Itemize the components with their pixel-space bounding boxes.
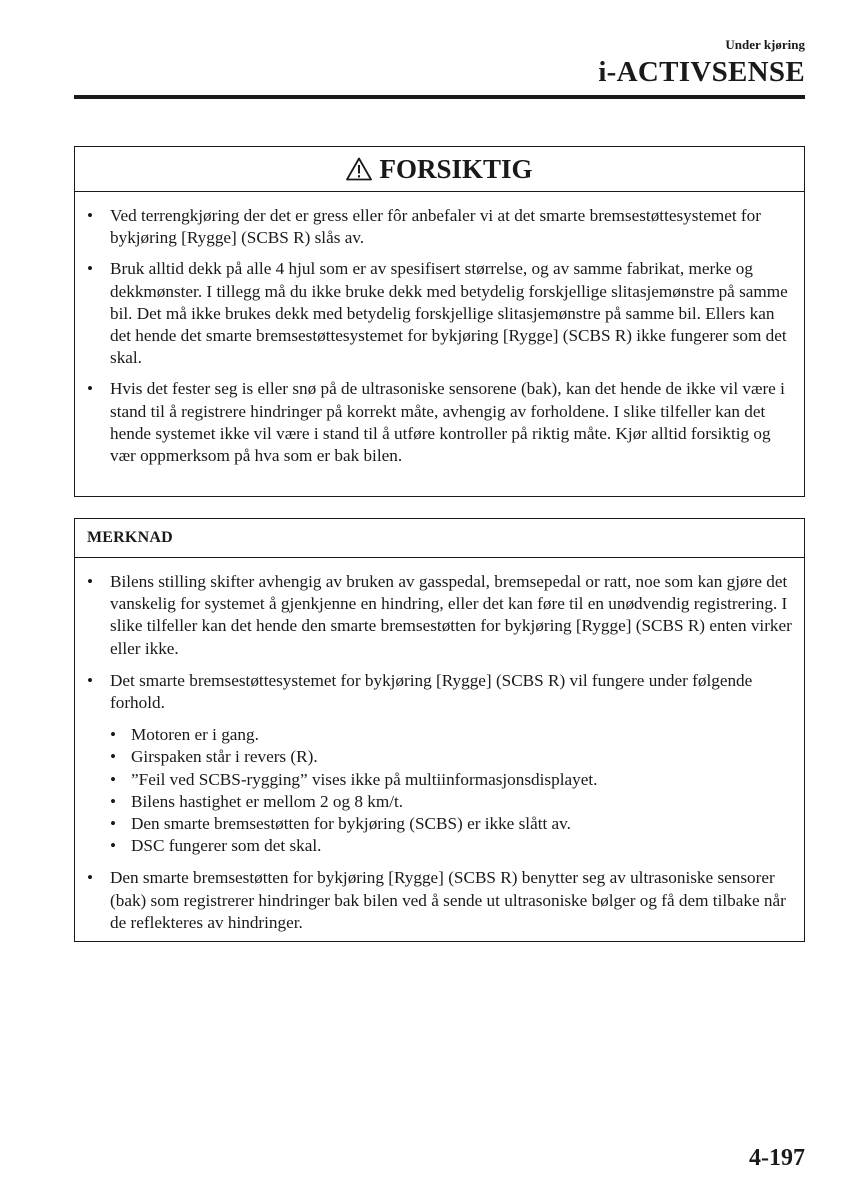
condition-text: Bilens hastighet er mellom 2 og 8 km/t. (131, 791, 404, 811)
page-title: i-ACTIVSENSE (598, 56, 805, 88)
condition-item: • DSC fungerer som det skal. (110, 836, 322, 856)
note-header (75, 519, 804, 558)
page-number: 4-197 (749, 1145, 805, 1171)
condition-item: • Den smarte bremsestøtten for bykjøring (SCBS) er ikke slått av. (110, 814, 571, 834)
condition-item: • Motoren er i gang. (110, 725, 259, 745)
condition-text: ”Feil ved SCBS-rygging” vises ikke på multiinformasjonsdisplayet. (131, 769, 598, 789)
list-item: • Det smarte bremsestøttesystemet for bykjøring [Rygge] (SCBS R) vil fungere under følgende forhold. • Motoren er i gang. • Girspaken står i revers (R). • ”Feil ved SCBS-rygging” vises ikke på multiinformasjonsdisplayet. • Bilens hastighet er mellom 2 og 8 km/t. • Den smarte bremsestøtten for bykjøring (SCBS) er ikke slått av. • DSC fungerer som det skal. (75, 670, 804, 858)
condition-text: Girspaken står i revers (R). (131, 747, 318, 767)
list-item: • Bruk alltid dekk på alle 4 hjul som er av spesifisert størrelse, og av samme fabrikat, merke og dekkmønster. I tillegg må du ikke bruke dekk med betydelig forskjellige slitasjemønstre på samme bil. Det må ikke brukes dekk med betydelig forskjellige slitasjemønstre på samme bil. Ellers kan det hende det smarte bremsestøttesystemet for bykjøring [Rygge] (SCBS R) ikke fungerer som det skal. (87, 259, 788, 368)
note-item-text: Det smarte bremsestøttesystemet for bykjøring [Rygge] (SCBS R) vil fungere under følgende forhold. (110, 670, 753, 713)
caution-header (75, 147, 804, 192)
condition-item: • ”Feil ved SCBS-rygging” vises ikke på multiinformasjonsdisplayet. (110, 769, 598, 789)
condition-text: Motoren er i gang. (131, 725, 259, 745)
list-item: • Den smarte bremsestøtten for bykjøring [Rygge] (SCBS R) benytter seg av ultrasoniske sensorer (bak) som registrerer hindringer bak bilen ved å sende ut ultrasoniske bølger og få dem tilbake når de reflekteres av hindringer. (87, 868, 786, 932)
condition-text: Den smarte bremsestøtten for bykjøring (SCBS) er ikke slått av. (131, 814, 571, 834)
caution-list (75, 192, 804, 467)
caution-box (74, 146, 805, 497)
caution-item-text: Ved terrengkjøring der det er gress eller fôr anbefaler vi at det smarte bremsestøttesystemet for bykjøring [Rygge] (SCBS R) slås av. (110, 206, 761, 248)
caution-item-text: Hvis det fester seg is eller snø på de ultrasoniske sensorene (bak), kan det hende de ikke vil være i stand til å registrere hindringer på korrekt måte, avhengig av forholdene. I slike tilfeller kan det hende systemet ikke vil være i stand til å utføre kontroller på riktig måte. Kjør alltid forsiktig og vær oppmerksom på hva som er bak bilen. (110, 379, 785, 466)
list-item: • Hvis det fester seg is eller snø på de ultrasoniske sensorene (bak), kan det hende de ikke vil være i stand til å registrere hindringer på korrekt måte, avhengig av forholdene. I slike tilfeller kan det hende systemet ikke vil være i stand til å utføre kontroller på riktig måte. Kjør alltid forsiktig og vær oppmerksom på hva som er bak bilen. (87, 379, 785, 466)
condition-text: DSC fungerer som det skal. (131, 836, 322, 856)
condition-item: • Bilens hastighet er mellom 2 og 8 km/t. (110, 791, 404, 811)
note-list (75, 558, 804, 934)
header-divider (74, 95, 805, 99)
note-item-text: Den smarte bremsestøtten for bykjøring [Rygge] (SCBS R) benytter seg av ultrasoniske sensorer (bak) som registrerer hindringer bak bilen ved å sende ut ultrasoniske bølger og få dem tilbake når de reflekteres av hindringer. (110, 868, 786, 932)
list-item: • Bilens stilling skifter avhengig av bruken av gasspedal, bremsepedal or ratt, noe som kan gjøre det vanskelig for systemet å gjenkjenne en hindring, eller det kan føre til en unødvendig registrering. I slike tilfeller kan det hende den smarte bremsestøtten for bykjøring [Rygge] (SCBS R) enten virker eller ikke. (87, 572, 792, 658)
section-label: Under kjøring (725, 37, 805, 52)
warning-triangle-icon (346, 157, 372, 181)
caution-title: FORSIKTIG (379, 153, 533, 184)
list-item: • Ved terrengkjøring der det er gress eller fôr anbefaler vi at det smarte bremsestøttesystemet for bykjøring [Rygge] (SCBS R) slås av. (87, 206, 761, 248)
caution-item-text: Bruk alltid dekk på alle 4 hjul som er av spesifisert størrelse, og av samme fabrikat, merke og dekkmønster. I tillegg må du ikke bruke dekk med betydelig forskjellige slitasjemønstre på samme bil. Det må ikke brukes dekk med betydelig forskjellige slitasjemønstre på samme bil. Ellers kan det hende det smarte bremsestøttesystemet for bykjøring [Rygge] (SCBS R) ikke fungerer som det skal. (110, 259, 788, 368)
note-box (74, 518, 805, 942)
condition-item: • Girspaken står i revers (R). (110, 747, 318, 767)
conditions-list (110, 724, 794, 857)
note-item-text: Bilens stilling skifter avhengig av bruken av gasspedal, bremsepedal or ratt, noe som kan gjøre det vanskelig for systemet å gjenkjenne en hindring, eller det kan føre til en unødvendig registrering. I slike tilfeller kan det hende den smarte bremsestøtten for bykjøring [Rygge] (SCBS R) enten virker eller ikke. (110, 572, 792, 658)
note-title: MERKNAD (87, 529, 173, 546)
